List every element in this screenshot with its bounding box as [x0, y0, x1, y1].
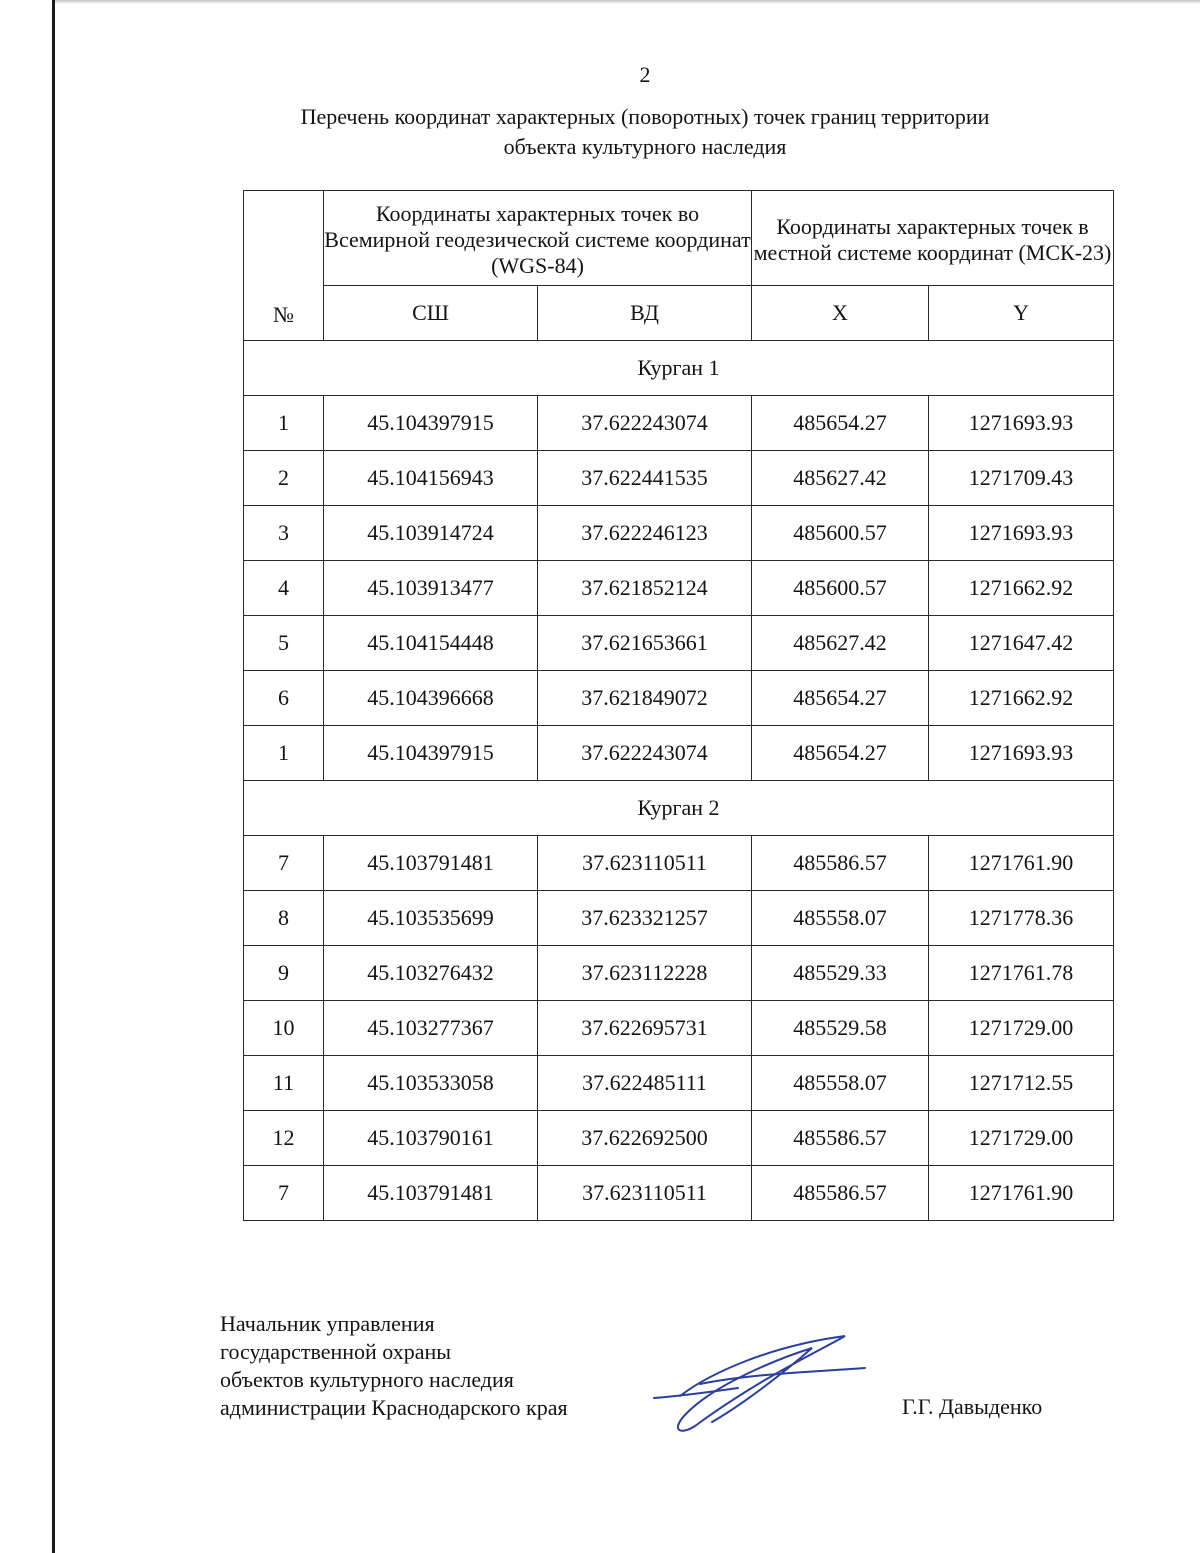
cell-longitude: 37.622695731	[538, 1001, 752, 1056]
cell-longitude: 37.621852124	[538, 561, 752, 616]
cell-point-number: 11	[244, 1056, 324, 1111]
cell-latitude: 45.103276432	[324, 946, 538, 1001]
cell-y: 1271729.00	[929, 1001, 1114, 1056]
table-row	[244, 451, 1114, 506]
cell-latitude: 45.103533058	[324, 1056, 538, 1111]
cell-longitude: 37.622692500	[538, 1111, 752, 1166]
cell-x: 485529.33	[752, 946, 929, 1001]
cell-y: 1271693.93	[929, 396, 1114, 451]
table-row	[244, 891, 1114, 946]
cell-point-number: 6	[244, 671, 324, 726]
cell-y: 1271761.90	[929, 836, 1114, 891]
cell-point-number: 1	[244, 396, 324, 451]
position-line: объектов культурного наследия	[220, 1367, 514, 1392]
cell-longitude: 37.622246123	[538, 506, 752, 561]
column-header-x: X	[752, 286, 929, 341]
position-line: Начальник управления	[220, 1311, 435, 1336]
cell-y: 1271712.55	[929, 1056, 1114, 1111]
cell-longitude: 37.621653661	[538, 616, 752, 671]
cell-longitude: 37.622485111	[538, 1056, 752, 1111]
cell-x: 485558.07	[752, 891, 929, 946]
cell-point-number: 5	[244, 616, 324, 671]
cell-longitude: 37.623112228	[538, 946, 752, 1001]
cell-longitude: 37.622441535	[538, 451, 752, 506]
cell-x: 485586.57	[752, 1111, 929, 1166]
cell-x: 485627.42	[752, 451, 929, 506]
cell-y: 1271778.36	[929, 891, 1114, 946]
cell-latitude: 45.103791481	[324, 836, 538, 891]
section-title: Курган 2	[244, 781, 1114, 836]
cell-y: 1271693.93	[929, 506, 1114, 561]
title-line-2: объекта культурного наследия	[503, 134, 787, 159]
cell-point-number: 10	[244, 1001, 324, 1056]
cell-latitude: 45.103790161	[324, 1111, 538, 1166]
table-body	[244, 341, 1114, 1221]
cell-longitude: 37.622243074	[538, 396, 752, 451]
cell-latitude: 45.104156943	[324, 451, 538, 506]
title-line-1: Перечень координат характерных (поворотных) точек границ территории	[300, 104, 990, 129]
table-row	[244, 836, 1114, 891]
handwritten-signature	[640, 1318, 870, 1438]
cell-x: 485586.57	[752, 1166, 929, 1221]
section-row	[244, 341, 1114, 396]
cell-y: 1271709.43	[929, 451, 1114, 506]
column-header-latitude: СШ	[324, 286, 538, 341]
table-row	[244, 946, 1114, 1001]
table-row	[244, 1056, 1114, 1111]
cell-point-number: 9	[244, 946, 324, 1001]
cell-point-number: 1	[244, 726, 324, 781]
cell-x: 485586.57	[752, 836, 929, 891]
cell-latitude: 45.103914724	[324, 506, 538, 561]
column-header-msk23: Координаты характерных точек в местной системе координат (МСК-23)	[752, 191, 1114, 286]
cell-x: 485600.57	[752, 561, 929, 616]
scan-top-edge	[55, 0, 1200, 4]
table-row	[244, 506, 1114, 561]
cell-y: 1271662.92	[929, 561, 1114, 616]
cell-point-number: 4	[244, 561, 324, 616]
cell-y: 1271662.92	[929, 671, 1114, 726]
cell-x: 485600.57	[752, 506, 929, 561]
cell-latitude: 45.104154448	[324, 616, 538, 671]
section-row	[244, 781, 1114, 836]
scan-edge	[52, 0, 55, 1553]
signatory-position	[220, 1310, 568, 1422]
coordinates-table	[243, 190, 1114, 1221]
cell-latitude: 45.103791481	[324, 1166, 538, 1221]
position-line: государственной охраны	[220, 1339, 452, 1364]
page-number: 2	[639, 62, 651, 87]
cell-longitude: 37.623110511	[538, 1166, 752, 1221]
column-header-wgs84: Координаты характерных точек во Всемирной геодезической системе координат (WGS-84)	[324, 191, 752, 286]
cell-latitude: 45.104396668	[324, 671, 538, 726]
position-line: администрации Краснодарского края	[220, 1395, 568, 1420]
cell-x: 485654.27	[752, 671, 929, 726]
column-header-y: Y	[929, 286, 1114, 341]
cell-x: 485558.07	[752, 1056, 929, 1111]
cell-longitude: 37.621849072	[538, 671, 752, 726]
cell-x: 485654.27	[752, 726, 929, 781]
cell-latitude: 45.103535699	[324, 891, 538, 946]
cell-y: 1271761.90	[929, 1166, 1114, 1221]
table-row	[244, 1166, 1114, 1221]
cell-longitude: 37.623110511	[538, 836, 752, 891]
cell-latitude: 45.104397915	[324, 726, 538, 781]
cell-latitude: 45.104397915	[324, 396, 538, 451]
section-title: Курган 1	[244, 341, 1114, 396]
cell-point-number: 7	[244, 836, 324, 891]
cell-point-number: 12	[244, 1111, 324, 1166]
cell-x: 485654.27	[752, 396, 929, 451]
cell-point-number: 8	[244, 891, 324, 946]
cell-longitude: 37.622243074	[538, 726, 752, 781]
cell-y: 1271761.78	[929, 946, 1114, 1001]
table-row	[244, 1001, 1114, 1056]
cell-point-number: 2	[244, 451, 324, 506]
column-header-longitude: ВД	[538, 286, 752, 341]
cell-point-number: 3	[244, 506, 324, 561]
table-row	[244, 616, 1114, 671]
table-row	[244, 726, 1114, 781]
cell-latitude: 45.103277367	[324, 1001, 538, 1056]
cell-x: 485529.58	[752, 1001, 929, 1056]
column-header-number: №	[244, 191, 324, 341]
signatory-name: Г.Г. Давыденко	[902, 1394, 1043, 1419]
cell-y: 1271729.00	[929, 1111, 1114, 1166]
document-title	[200, 102, 1090, 162]
table-row	[244, 396, 1114, 451]
cell-point-number: 7	[244, 1166, 324, 1221]
cell-latitude: 45.103913477	[324, 561, 538, 616]
cell-y: 1271647.42	[929, 616, 1114, 671]
table-row	[244, 671, 1114, 726]
table-row	[244, 561, 1114, 616]
table-row	[244, 1111, 1114, 1166]
cell-longitude: 37.623321257	[538, 891, 752, 946]
cell-y: 1271693.93	[929, 726, 1114, 781]
cell-x: 485627.42	[752, 616, 929, 671]
